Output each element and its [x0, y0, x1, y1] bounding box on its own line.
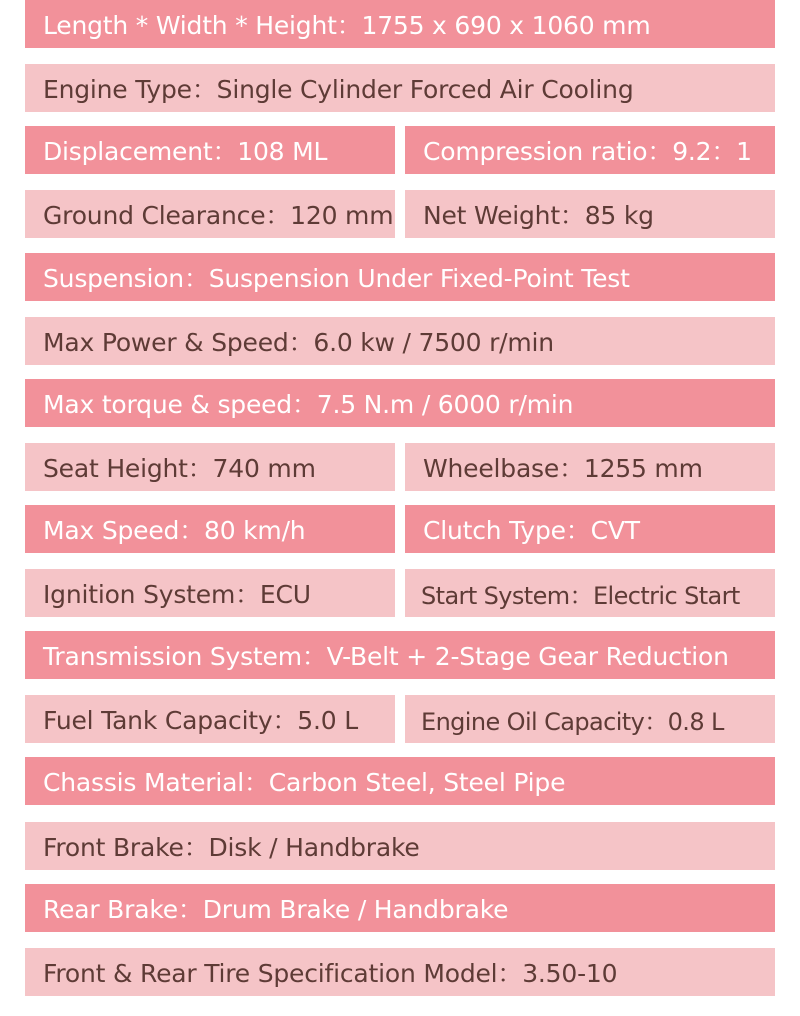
spec-suspension-text: Suspension：Suspension Under Fixed-Point Test [43, 264, 630, 293]
spec-max-torque [25, 379, 775, 427]
spec-max-power-text: Max Power & Speed：6.0 kw / 7500 r/min [43, 328, 554, 357]
spec-fuel-tank [25, 695, 395, 743]
spec-displacement-text: Displacement：108 ML [43, 137, 328, 166]
spec-transmission-system [25, 631, 775, 679]
spec-ignition-system-text: Ignition System：ECU [43, 580, 311, 609]
spec-compression-ratio [405, 126, 775, 174]
spec-fuel-tank-text: Fuel Tank Capacity：5.0 L [43, 706, 358, 735]
spec-max-speed-text: Max Speed：80 km/h [43, 516, 306, 545]
spec-transmission-system-text: Transmission System：V-Belt + 2-Stage Gear Reduction [43, 642, 729, 671]
spec-seat-height-text: Seat Height：740 mm [43, 454, 316, 483]
spec-engine-type [25, 64, 775, 112]
spec-ground-clearance [25, 190, 395, 238]
spec-rear-brake [25, 884, 775, 932]
spec-net-weight-text: Net Weight：85 kg [423, 201, 654, 230]
spec-dimensions-text: Length * Width * Height：1755 x 690 x 1060 mm [43, 11, 651, 40]
spec-start-system [405, 569, 775, 617]
spec-seat-height [25, 443, 395, 491]
spec-compression-ratio-text: Compression ratio：9.2：1 [423, 137, 752, 166]
spec-ground-clearance-text: Ground Clearance：120 mm [43, 201, 394, 230]
spec-net-weight [405, 190, 775, 238]
spec-wheelbase [405, 443, 775, 491]
spec-clutch-type-text: Clutch Type：CVT [423, 516, 640, 545]
spec-engine-type-text: Engine Type：Single Cylinder Forced Air Cooling [43, 75, 634, 104]
spec-engine-oil-text: Engine Oil Capacity：0.8 L [421, 707, 724, 736]
spec-chassis-material [25, 757, 775, 805]
spec-engine-oil [405, 695, 775, 743]
spec-max-torque-text: Max torque & speed：7.5 N.m / 6000 r/min [43, 390, 574, 419]
spec-max-power [25, 317, 775, 365]
spec-max-speed [25, 505, 395, 553]
spec-tire-spec [25, 948, 775, 996]
spec-dimensions [25, 0, 775, 48]
spec-clutch-type [405, 505, 775, 553]
spec-front-brake [25, 822, 775, 870]
spec-start-system-text: Start System：Electric Start [421, 581, 740, 610]
spec-tire-spec-text: Front & Rear Tire Specification Model：3.50-10 [43, 959, 618, 988]
spec-displacement [25, 126, 395, 174]
spec-ignition-system [25, 569, 395, 617]
spec-front-brake-text: Front Brake：Disk / Handbrake [43, 833, 420, 862]
spec-chassis-material-text: Chassis Material：Carbon Steel, Steel Pipe [43, 768, 566, 797]
spec-suspension [25, 253, 775, 301]
spec-wheelbase-text: Wheelbase：1255 mm [423, 454, 703, 483]
spec-rear-brake-text: Rear Brake：Drum Brake / Handbrake [43, 895, 509, 924]
